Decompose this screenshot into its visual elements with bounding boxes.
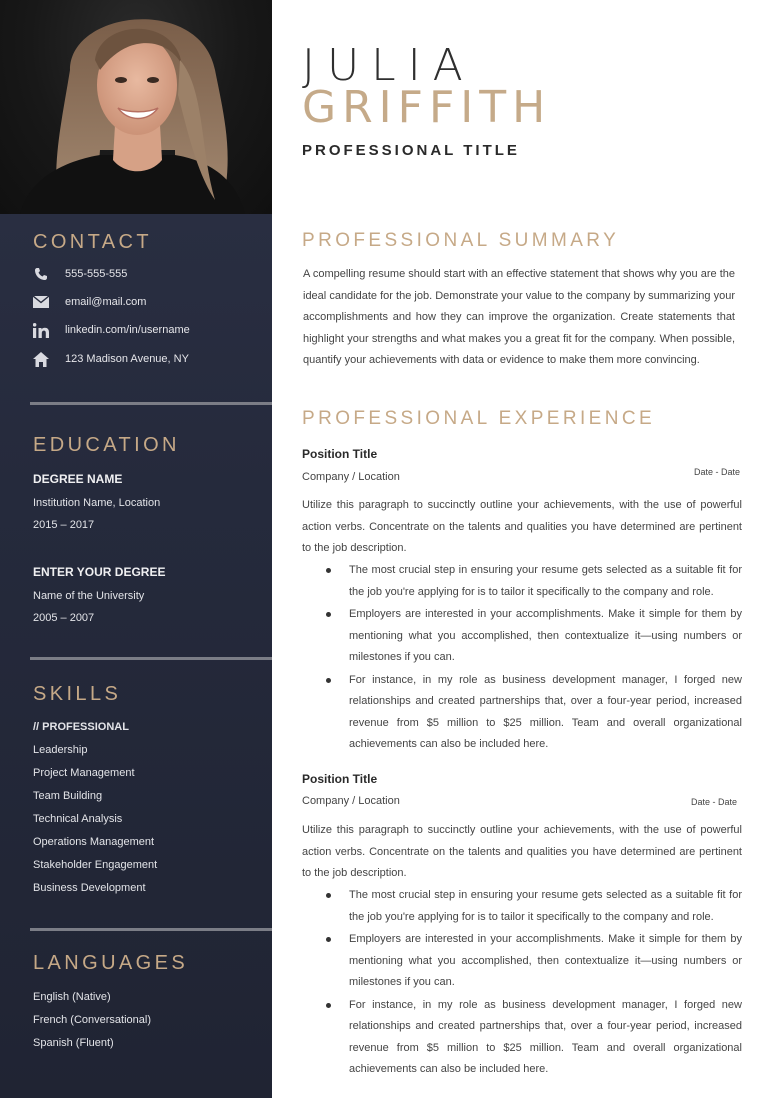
job-company: Company / Location xyxy=(302,471,400,483)
skills-heading: SKILLS xyxy=(33,683,122,705)
phone-text: 555-555-555 xyxy=(65,268,128,280)
bullet-icon xyxy=(326,568,331,573)
bullet-icon xyxy=(326,678,331,683)
job-bullet xyxy=(302,995,742,1081)
profile-photo xyxy=(0,0,272,214)
degree-name: ENTER YOUR DEGREE xyxy=(33,565,166,579)
sidebar xyxy=(0,0,272,1098)
professional-title: PROFESSIONAL TITLE xyxy=(302,142,520,159)
languages-heading: LANGUAGES xyxy=(33,952,189,974)
education-heading: EDUCATION xyxy=(33,434,180,456)
job-bullets xyxy=(302,885,742,1082)
address-text: 123 Madison Avenue, NY xyxy=(65,353,189,365)
degree-name: DEGREE NAME xyxy=(33,472,123,486)
skills-subheading: // PROFESSIONAL xyxy=(33,721,129,733)
job-description: Utilize this paragraph to succinctly outline your achievements, with the use of powerful action verbs. Concentrate on the talents and qualities you have determined are pertinent to the job description. xyxy=(302,824,742,879)
language-item: Spanish (Fluent) xyxy=(33,1037,114,1049)
skill-item: Technical Analysis xyxy=(33,813,123,825)
summary-heading: PROFESSIONAL SUMMARY xyxy=(302,230,620,251)
job-title: Position Title xyxy=(302,447,378,461)
education-years: 2015 – 2017 xyxy=(33,519,95,531)
language-item: French (Conversational) xyxy=(33,1014,151,1026)
bullet-icon xyxy=(326,937,331,942)
skill-item: Leadership xyxy=(33,744,88,756)
summary-text: A compelling resume should start with an effective statement that shows why you are the ideal candidate for the job. Demonstrate your value to the company by summarizing your accomplishments and how they can improve the organization. Create statements that highlight your strengths and what makes you a great fit for the company. When possible, quantify your achievements with data or evidence to make them more convincing. xyxy=(303,268,735,366)
job-bullet xyxy=(302,670,742,756)
institution-name: Name of the University xyxy=(33,590,145,602)
job-bullet xyxy=(302,885,742,928)
email-text: email@mail.com xyxy=(65,296,147,308)
first-name: JULIA xyxy=(302,40,475,91)
contact-email xyxy=(32,292,146,312)
linkedin-icon xyxy=(32,322,50,338)
last-name: GRIFFITH xyxy=(302,82,552,133)
bullet-text: The most crucial step in ensuring your resume gets selected as a suitable fit for the job you're applying for is to tailor it specifically to the company and role. xyxy=(349,564,742,598)
institution-name: Institution Name, Location xyxy=(33,497,161,509)
experience-heading: PROFESSIONAL EXPERIENCE xyxy=(302,408,656,429)
skill-item: Project Management xyxy=(33,767,135,779)
job-company: Company / Location xyxy=(302,795,400,807)
linkedin-text: linkedin.com/in/username xyxy=(65,324,190,336)
divider xyxy=(30,402,272,405)
bullet-icon xyxy=(326,1003,331,1008)
skill-item: Business Development xyxy=(33,882,146,894)
contact-address xyxy=(32,349,189,369)
job-title: Position Title xyxy=(302,772,378,786)
phone-icon xyxy=(32,266,50,282)
bullet-text: For instance, in my role as business development manager, I forged new relationships and created partnerships that, over a four-year period, increased revenue from $5 million to $25 million. Team and overall organizational achievements can also be included here. xyxy=(349,998,742,1075)
job-bullet xyxy=(302,560,742,603)
job-date: Date - Date xyxy=(691,797,738,807)
bullet-icon xyxy=(326,893,331,898)
job-date: Date - Date xyxy=(694,467,741,477)
skill-item: Stakeholder Engagement xyxy=(33,859,158,871)
job-bullet xyxy=(302,604,742,669)
bullet-text: Employers are interested in your accomplishments. Make it simple for them by mentioning what you accomplished, then contextualize it—using numbers or milestones if you can. xyxy=(349,933,742,988)
skill-item: Operations Management xyxy=(33,836,155,848)
bullet-icon xyxy=(326,612,331,617)
job-bullet xyxy=(302,929,742,994)
job-description: Utilize this paragraph to succinctly outline your achievements, with the use of powerful action verbs. Concentrate on the talents and qualities you have determined are pertinent to the job description. xyxy=(302,499,742,554)
divider xyxy=(30,928,272,931)
contact-heading: CONTACT xyxy=(33,231,152,253)
divider xyxy=(30,657,272,660)
bullet-text: Employers are interested in your accomplishments. Make it simple for them by mentioning what you accomplished, then contextualize it—using numbers or milestones if you can. xyxy=(349,608,742,663)
job-bullets xyxy=(302,560,742,757)
contact-linkedin xyxy=(32,320,190,340)
email-icon xyxy=(32,294,50,310)
skill-item: Team Building xyxy=(33,790,103,802)
home-icon xyxy=(32,351,50,367)
education-years: 2005 – 2007 xyxy=(33,612,95,624)
bullet-text: The most crucial step in ensuring your resume gets selected as a suitable fit for the job you're applying for is to tailor it specifically to the company and role. xyxy=(349,889,742,923)
contact-phone xyxy=(32,264,127,284)
language-item: English (Native) xyxy=(33,991,111,1003)
bullet-text: For instance, in my role as business development manager, I forged new relationships and created partnerships that, over a four-year period, increased revenue from $5 million to $25 million. Team and overall organizational achievements can also be included here. xyxy=(349,673,742,750)
